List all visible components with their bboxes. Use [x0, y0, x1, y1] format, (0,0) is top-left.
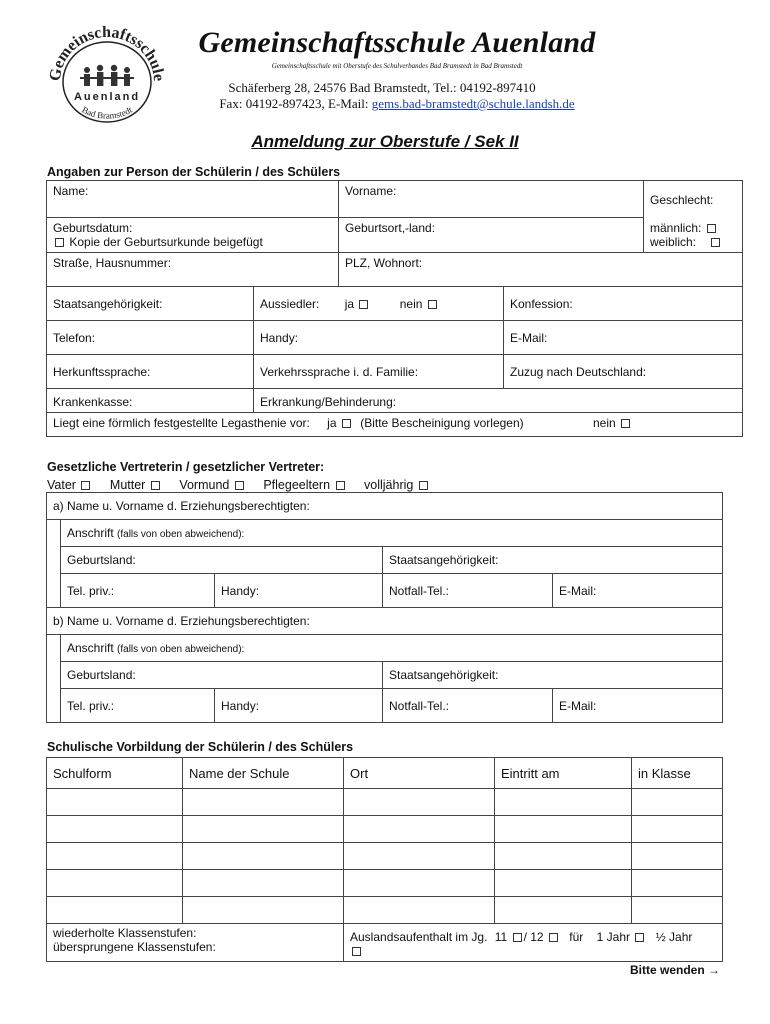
telefon-field[interactable]: Telefon:: [47, 321, 254, 355]
guardian-a-geburtsland-field[interactable]: Geburtsland:: [61, 547, 383, 574]
halb-jahr-checkbox[interactable]: [352, 947, 361, 956]
guardian-heading: Gesetzliche Vertreterin / gesetzlicher Vertreter:: [47, 460, 325, 474]
zuzug-field[interactable]: Zuzug nach Deutschland:: [504, 355, 743, 389]
logo-text-bottom: Bad Bramstedt: [80, 104, 134, 121]
option-pflegeeltern[interactable]: Pflegeeltern: [263, 478, 346, 492]
option-volljaehrig[interactable]: volljährig: [364, 478, 430, 492]
table-row: [47, 870, 723, 897]
guardian-b-notfall-field[interactable]: Notfall-Tel.:: [383, 689, 553, 723]
guardian-a-email-field[interactable]: E-Mail:: [553, 574, 723, 608]
guardian-table: [46, 492, 723, 723]
vorname-field[interactable]: Vorname:: [339, 181, 644, 218]
option-mutter[interactable]: Mutter: [110, 478, 162, 492]
konfession-field[interactable]: Konfession:: [504, 287, 743, 321]
guardian-b-handy-field[interactable]: Handy:: [215, 689, 383, 723]
ein-jahr-checkbox[interactable]: [635, 933, 644, 942]
form-title: Anmeldung zur Oberstufe / Sek II: [251, 132, 519, 151]
email-field[interactable]: E-Mail:: [504, 321, 743, 355]
guardian-a-name-field[interactable]: a) Name u. Vorname d. Erziehungsberechtigten:: [47, 493, 723, 520]
strasse-field[interactable]: Straße, Hausnummer:: [47, 253, 339, 287]
table-row: [47, 789, 723, 816]
guardian-a-notfall-field[interactable]: Notfall-Tel.:: [383, 574, 553, 608]
email-link[interactable]: gems.bad-bramstedt@schule.landsh.de: [371, 96, 575, 111]
person-heading: Angaben zur Person der Schülerin / des Schülers: [47, 165, 341, 179]
svg-text:Gemeinschaftsschule: [47, 24, 167, 82]
plz-field[interactable]: PLZ, Wohnort:: [339, 253, 743, 287]
table-row: [47, 816, 723, 843]
guardian-options: [47, 478, 444, 492]
maennlich-checkbox[interactable]: [707, 224, 716, 233]
verkehrssprache-field[interactable]: Verkehrssprache i. d. Familie:: [254, 355, 504, 389]
school-tagline: Gemeinschaftsschule mit Oberstufe des Schulverbandes Bad Bramstedt in Bad Bramstedt: [271, 62, 523, 70]
guardian-a-handy-field[interactable]: Handy:: [215, 574, 383, 608]
aussiedler-field: Aussiedler: ja nein: [254, 287, 504, 321]
guardian-a-staatsangehoerigkeit-field[interactable]: Staatsangehörigkeit:: [383, 547, 723, 574]
school-logo: [42, 20, 172, 130]
logo-figures: [80, 65, 134, 86]
erkrankung-field[interactable]: Erkrankung/Behinderung:: [254, 389, 743, 413]
logo-text-mid: Auenland: [73, 91, 141, 103]
krankenkasse-field[interactable]: Krankenkasse:: [47, 389, 254, 413]
logo-text-top: Gemeinschaftsschule: [46, 23, 168, 83]
school-name: Gemeinschaftsschule Auenland: [198, 26, 596, 59]
table-row: [47, 843, 723, 870]
guardian-b-anschrift-field[interactable]: Anschrift (falls von oben abweichend):: [61, 635, 723, 662]
jg11-checkbox[interactable]: [513, 933, 522, 942]
kopie-checkbox[interactable]: [55, 238, 64, 247]
klassenstufen-field[interactable]: wiederholte Klassenstufen: übersprungene Klassenstufen:: [47, 924, 344, 962]
col-klasse: in Klasse: [632, 758, 723, 789]
bitte-wenden: Bitte wenden →: [629, 963, 720, 977]
ausland-field: Auslandsaufenthalt im Jg. 11 / 12 für 1 Jahr ½ Jahr: [344, 924, 723, 962]
jg12-checkbox[interactable]: [549, 933, 558, 942]
school-address: Schäferberg 28, 24576 Bad Bramstedt, Tel.: 04192-897410: [228, 80, 536, 95]
option-vormund[interactable]: Vormund: [179, 478, 246, 492]
col-eintritt: Eintritt am: [495, 758, 632, 789]
geburtsdatum-field[interactable]: Geburtsdatum: Kopie der Geburtsurkunde beigefügt: [47, 217, 339, 253]
handy-field[interactable]: Handy:: [254, 321, 504, 355]
staatsangehoerigkeit-field[interactable]: Staatsangehörigkeit:: [47, 287, 254, 321]
name-field[interactable]: Name:: [47, 181, 339, 218]
legasthenie-ja-checkbox[interactable]: [342, 419, 351, 428]
aussiedler-ja-checkbox[interactable]: [359, 300, 368, 309]
person-table: [46, 180, 743, 437]
schooling-heading: Schulische Vorbildung der Schülerin / des Schülers: [47, 740, 354, 754]
guardian-b-email-field[interactable]: E-Mail:: [553, 689, 723, 723]
weiblich-checkbox[interactable]: [711, 238, 720, 247]
col-ort: Ort: [344, 758, 495, 789]
aussiedler-nein-checkbox[interactable]: [428, 300, 437, 309]
school-contact: [172, 96, 622, 112]
option-vater[interactable]: Vater: [47, 478, 92, 492]
legasthenie-nein-checkbox[interactable]: [621, 419, 630, 428]
guardian-b-geburtsland-field[interactable]: Geburtsland:: [61, 662, 383, 689]
schooling-table: [46, 757, 723, 962]
maennlich-option[interactable]: männlich:: [650, 221, 736, 235]
table-row: [47, 897, 723, 924]
geschlecht-field: Geschlecht: männlich: weiblich:: [644, 181, 743, 253]
contact-prefix: Fax: 04192-897423, E-Mail:: [219, 96, 372, 111]
col-schulform: Schulform: [47, 758, 183, 789]
guardian-a-anschrift-field[interactable]: Anschrift (falls von oben abweichend):: [61, 520, 723, 547]
herkunftssprache-field[interactable]: Herkunftssprache:: [47, 355, 254, 389]
guardian-b-staatsangehoerigkeit-field[interactable]: Staatsangehörigkeit:: [383, 662, 723, 689]
guardian-b-name-field[interactable]: b) Name u. Vorname d. Erziehungsberechtigten:: [47, 608, 723, 635]
col-name-der-schule: Name der Schule: [183, 758, 344, 789]
guardian-a-tel-field[interactable]: Tel. priv.:: [61, 574, 215, 608]
weiblich-option[interactable]: weiblich:: [650, 235, 736, 249]
geburtsort-field[interactable]: Geburtsort,-land:: [339, 217, 644, 253]
guardian-b-tel-field[interactable]: Tel. priv.:: [61, 689, 215, 723]
legasthenie-field: Liegt eine förmlich festgestellte Legasthenie vor: ja (Bitte Bescheinigung vorlegen) nein: [47, 413, 743, 437]
